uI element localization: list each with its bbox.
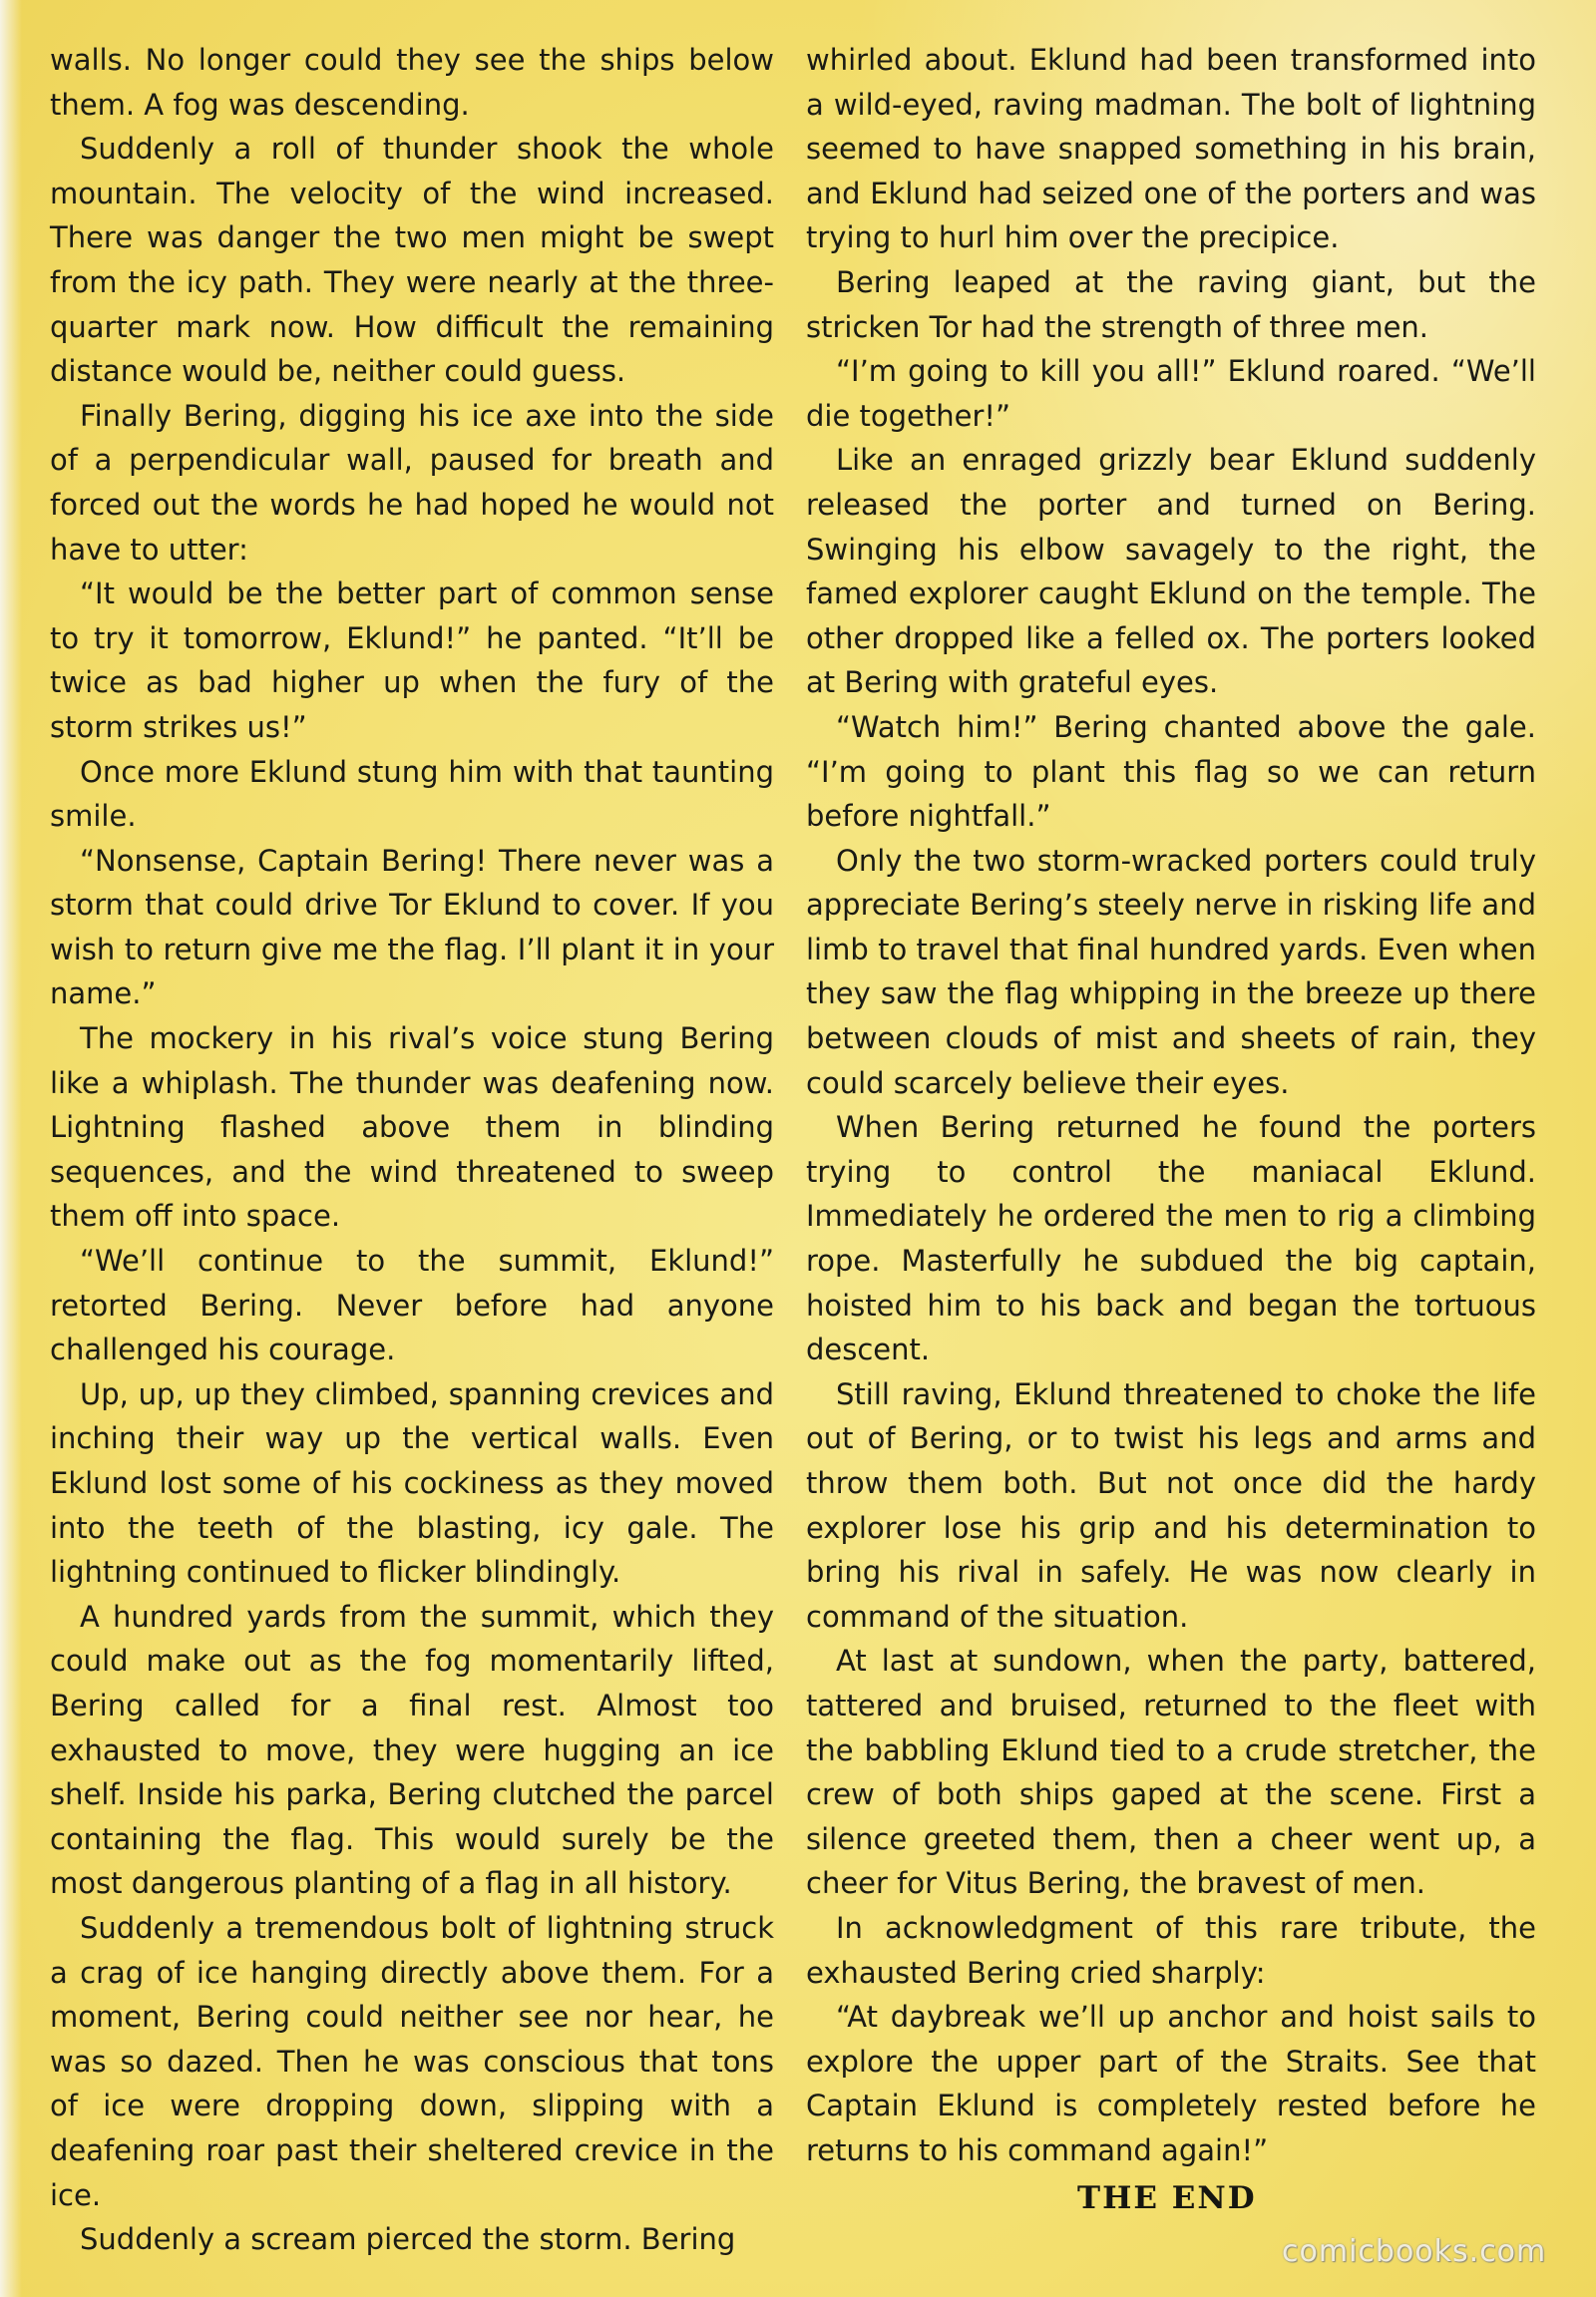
paragraph: Up, up, up they climbed, spanning crevices and inching their way up the vertical walls. Even Eklund lost some of his cockiness as they moved into the teeth of the blasting, icy gale. The lightning continued to flicker blindingly. xyxy=(50,1376,774,1590)
paragraph: “It would be the better part of common sense to try it tomorrow, Eklund!” he panted. “It’ll be twice as bad higher up when the fury of the storm strikes us!” xyxy=(50,576,774,744)
paragraph: Like an enraged grizzly bear Eklund suddenly released the porter and turned on Bering. Swinging his elbow savagely to the right, the famed explorer caught Eklund on the temple. The other dropped like a felled ox. The porters looked at Bering with grateful eyes. xyxy=(806,443,1536,700)
paragraph: The mockery in his rival’s voice stung Bering like a whiplash. The thunder was deafening now. Lightning flashed above them in blinding sequences, and the wind threatened to sweep them off into space. xyxy=(50,1021,774,1234)
paragraph: “Watch him!” Bering chanted above the gale. “I’m going to plant this flag so we can return before nightfall.” xyxy=(806,709,1536,834)
paragraph: When Bering returned he found the porters trying to control the maniacal Eklund. Immediately he ordered the men to rig a climbing rope. Masterfully he subdued the big captain, hoisted him to his back and began the tortuous descent. xyxy=(806,1110,1536,1367)
text-column-right xyxy=(806,38,1536,2173)
paragraph: Only the two storm-wracked porters could truly appreciate Bering’s steely nerve in risking life and limb to travel that final hundred yards. Even when they saw the flag whipping in the breeze up there between clouds of mist and sheets of rain, they could scarcely believe their eyes. xyxy=(806,843,1536,1100)
text-column-left xyxy=(50,38,774,2262)
page-edge xyxy=(0,0,22,2297)
paragraph: A hundred yards from the summit, which they could make out as the fog momentarily lifted, Bering called for a final rest. Almost too exhausted to move, they were hugging an ice shelf. Inside his parka, Bering clutched the parcel containing the flag. This would surely be the most dangerous planting of a flag in all history. xyxy=(50,1599,774,1901)
paragraph: At last at sundown, when the party, battered, tattered and bruised, returned to the fleet with the babbling Eklund tied to a crude stretcher, the crew of both ships gaped at the scene. First a silence greeted them, then a cheer went up, a cheer for Vitus Bering, the bravest of men. xyxy=(806,1644,1536,1901)
the-end-label: THE END xyxy=(1077,2180,1257,2216)
paragraph: walls. No longer could they see the ships below them. A fog was descending. xyxy=(50,43,774,122)
paragraph: whirled about. Eklund had been transformed into a wild-eyed, raving madman. The bolt of lightning seemed to have snapped something in his brain, and Eklund had seized one of the porters and was trying to hurl him over the precipice. xyxy=(806,43,1536,255)
paragraph: Bering leaped at the raving giant, but the stricken Tor had the strength of three men. xyxy=(806,264,1536,344)
paragraph: Suddenly a scream pierced the storm. Bering xyxy=(80,2222,736,2257)
paragraph: Finally Bering, digging his ice axe into the side of a perpendicular wall, paused for breath and forced out the words he had hoped he would not have to utter: xyxy=(50,398,774,567)
paragraph: Once more Eklund stung him with that taunting smile. xyxy=(50,754,774,834)
paragraph: “I’m going to kill you all!” Eklund roared. “We’ll die together!” xyxy=(806,354,1536,433)
paragraph: Suddenly a tremendous bolt of lightning struck a crag of ice hanging directly above them. For a moment, Bering could neither see nor hear, he was so dazed. Then he was conscious that tons of ice were dropping down, slipping with a deafening roar past their sheltered crevice in the ice. xyxy=(50,1910,774,2212)
paragraph: In acknowledgment of this rare tribute, the exhausted Bering cried sharply: xyxy=(806,1910,1536,1990)
paragraph: Still raving, Eklund threatened to choke the life out of Bering, or to twist his legs and arms and throw them both. But not once did the hardy explorer lose his grip and his determination to bring his rival in safely. He was now clearly in command of the situation. xyxy=(806,1376,1536,1634)
paragraph: “We’ll continue to the summit, Eklund!” retorted Bering. Never before had anyone challenged his courage. xyxy=(50,1244,774,1367)
watermark: comicbooks.com xyxy=(1282,2234,1547,2269)
paragraph: “At daybreak we’ll up anchor and hoist sails to explore the upper part of the Straits. See that Captain Eklund is completely rested before he returns to his command again!” xyxy=(806,2000,1536,2167)
paragraph: Suddenly a roll of thunder shook the whole mountain. The velocity of the wind increased. There was danger the two men might be swept from the icy path. They were nearly at the three-quarter mark now. How difficult the remaining distance would be, neither could guess. xyxy=(50,132,774,389)
paragraph: “Nonsense, Captain Bering! There never was a storm that could drive Tor Eklund to cover. If you wish to return give me the flag. I’ll plant it in your name.” xyxy=(50,843,774,1011)
